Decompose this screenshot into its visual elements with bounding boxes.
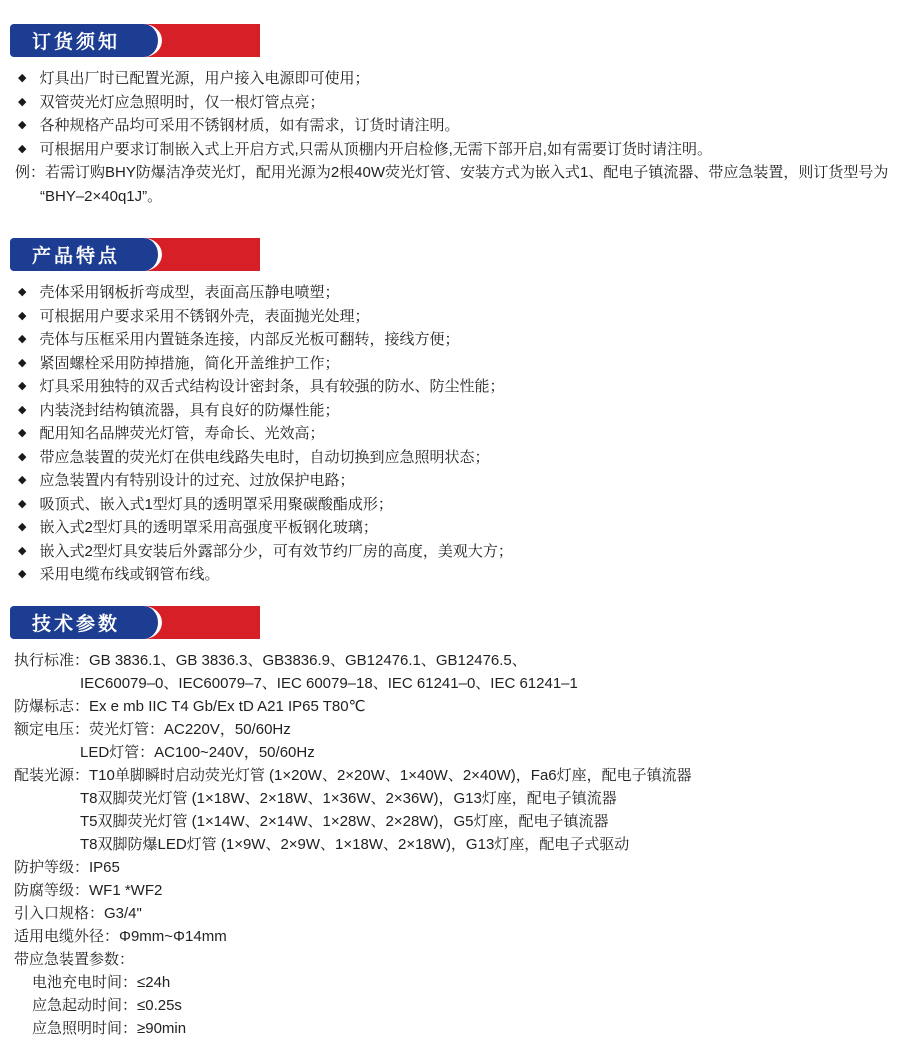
list-item [0,493,900,517]
list-item-text: 嵌入式2型灯具的透明罩采用高强度平板钢化玻璃； [39,519,378,536]
spec-row-standards: 执行标准：GB 3836.1、GB 3836.3、GB3836.9、GB12476.1、GB12476.5、 [14,651,527,669]
spec-row-anticorrosion: 防腐等级：WF1 *WF2 [14,881,163,899]
list-item [0,446,900,470]
list-item [0,563,900,587]
diamond-bullet-icon: ◆ [18,544,27,557]
diamond-bullet-icon: ◆ [18,309,27,322]
ordering-example-model: “BHY–2×40q1J”。 [40,187,163,205]
list-item [0,422,900,446]
list-item-text: 配用知名品牌荧光灯管，寿命长、光效高； [39,425,325,442]
list-item [0,305,900,329]
spec-row-entry-spec: 引入口规格：G3/4" [14,904,142,922]
diamond-bullet-icon: ◆ [18,450,27,463]
banner-blue-block [10,24,162,57]
list-item-text: 灯具采用独特的双舌式结构设计密封条，具有较强的防水、防尘性能； [39,378,505,395]
diamond-bullet-icon: ◆ [18,95,27,108]
spec-row-light-source-t8: T8双脚荧光灯管 (1×18W、2×18W、1×36W、2×36W)，G13灯座，配电子镇流器 [80,789,617,807]
spec-row-emergency-header: 带应急装置参数： [14,950,135,968]
diamond-bullet-icon: ◆ [18,286,27,298]
list-item-text: 可根据用户要求订制嵌入式上开启方式,只需从顶棚内开启检修,无需下部开启,如有需要订货时请注明。 [39,140,712,158]
diamond-bullet-icon: ◆ [18,333,27,345]
diamond-bullet-icon: ◆ [18,474,27,486]
section-header-technical-parameters [10,606,260,639]
spec-row-ex-marking: 防爆标志：Ex e mb IIC T4 Gb/Ex tD A21 IP65 T80℃ [14,697,366,715]
list-item [0,67,900,91]
spec-row-cable-diameter: 适用电缆外径：Φ9mm~Φ14mm [14,927,227,945]
spec-row-rated-voltage-led: LED灯管：AC100~240V，50/60Hz [80,743,315,761]
list-item-text: 可根据用户要求采用不锈钢外壳，表面抛光处理； [39,307,370,325]
ordering-example-line: 例：若需订购BHY防爆洁净荧光灯，配用光源为2根40W荧光灯管、安装方式为嵌入式1、配电子镇流器、带应急装置，则订货型号为 [15,164,889,181]
list-item [0,91,900,115]
list-item-text: 吸顶式、嵌入式1型灯具的透明罩采用聚碳酸酯成形； [39,495,393,513]
spec-row-emergency-duration: 应急照明时间：≥90min [32,1019,187,1037]
product-features-list [0,281,900,587]
list-item [0,352,900,376]
spec-row-light-source-t5: T5双脚荧光灯管 (1×14W、2×14W、1×28W、2×28W)，G5灯座，配电子镇流器 [80,812,609,830]
diamond-bullet-icon: ◆ [18,72,27,84]
list-item-text: 应急装置内有特别设计的过充、过放保护电路； [39,472,355,489]
diamond-bullet-icon: ◆ [18,142,27,155]
list-item-text: 各种规格产品均可采用不锈钢材质，如有需求，订货时请注明。 [39,117,460,134]
banner-blue-block [10,238,162,271]
list-item-text: 内装浇封结构镇流器，具有良好的防爆性能； [39,401,340,419]
diamond-bullet-icon: ◆ [18,356,27,369]
list-item-text: 壳体与压框采用内置链条连接，内部反光板可翻转，接线方便； [39,331,460,348]
diamond-bullet-icon: ◆ [18,119,27,131]
diamond-bullet-icon: ◆ [18,427,27,439]
spec-row-charge-time: 电池充电时间：≤24h [32,973,171,991]
list-item [0,399,900,423]
section-title-ordering-notes: 订货须知 [32,32,121,53]
list-item-text: 灯具出厂时已配置光源，用户接入电源即可使用； [39,70,370,87]
list-item-text: 带应急装置的荧光灯在供电线路失电时，自动切换到应急照明状态； [39,448,490,466]
section-header-ordering-notes [10,24,260,57]
list-item-text: 采用电缆布线或钢管布线。 [39,566,220,583]
list-item [0,469,900,493]
list-item-text: 嵌入式2型灯具安装后外露部分少，可有效节约厂房的高度，美观大方； [39,542,513,560]
section-header-product-features [10,238,260,271]
list-item [0,114,900,138]
list-item-text: 紧固螺栓采用防掉措施，简化开盖维护工作； [39,354,340,372]
diamond-bullet-icon: ◆ [18,521,27,533]
spec-row-standards-cont: IEC60079–0、IEC60079–7、IEC 60079–18、IEC 61241–0、IEC 61241–1 [80,674,578,692]
technical-parameters-list [0,649,900,1040]
section-title-technical-parameters: 技术参数 [32,613,121,635]
diamond-bullet-icon: ◆ [18,403,27,416]
list-item [0,328,900,352]
section-gap [0,587,900,606]
spec-row-ip-rating: 防护等级：IP65 [14,858,120,876]
section-title-product-features: 产品特点 [32,246,121,267]
list-item-text: 双管荧光灯应急照明时，仅一根灯管点亮； [39,93,325,111]
list-item [0,281,900,305]
section-gap [0,208,900,238]
spec-row-rated-voltage: 额定电压：荧光灯管：AC220V，50/60Hz [14,720,291,738]
list-item [0,375,900,399]
diamond-bullet-icon: ◆ [18,568,27,580]
list-item-text: 壳体采用钢板折弯成型，表面高压静电喷塑； [39,284,340,301]
list-item [0,516,900,540]
diamond-bullet-icon: ◆ [18,497,27,510]
list-item [0,138,900,162]
banner-blue-block [10,606,162,639]
list-item [0,540,900,564]
spec-row-start-time: 应急起动时间：≤0.25s [32,996,182,1014]
spec-row-light-source-t8led: T8双脚防爆LED灯管 (1×9W、2×9W、1×18W、2×18W)，G13灯座，配电子式驱动 [80,835,630,853]
diamond-bullet-icon: ◆ [18,380,27,392]
spec-row-light-source-t10: 配装光源：T10单脚瞬时启动荧光灯管 (1×20W、2×20W、1×40W、2×40W)，Fa6灯座，配电子镇流器 [14,766,692,784]
ordering-notes-list [0,67,900,208]
